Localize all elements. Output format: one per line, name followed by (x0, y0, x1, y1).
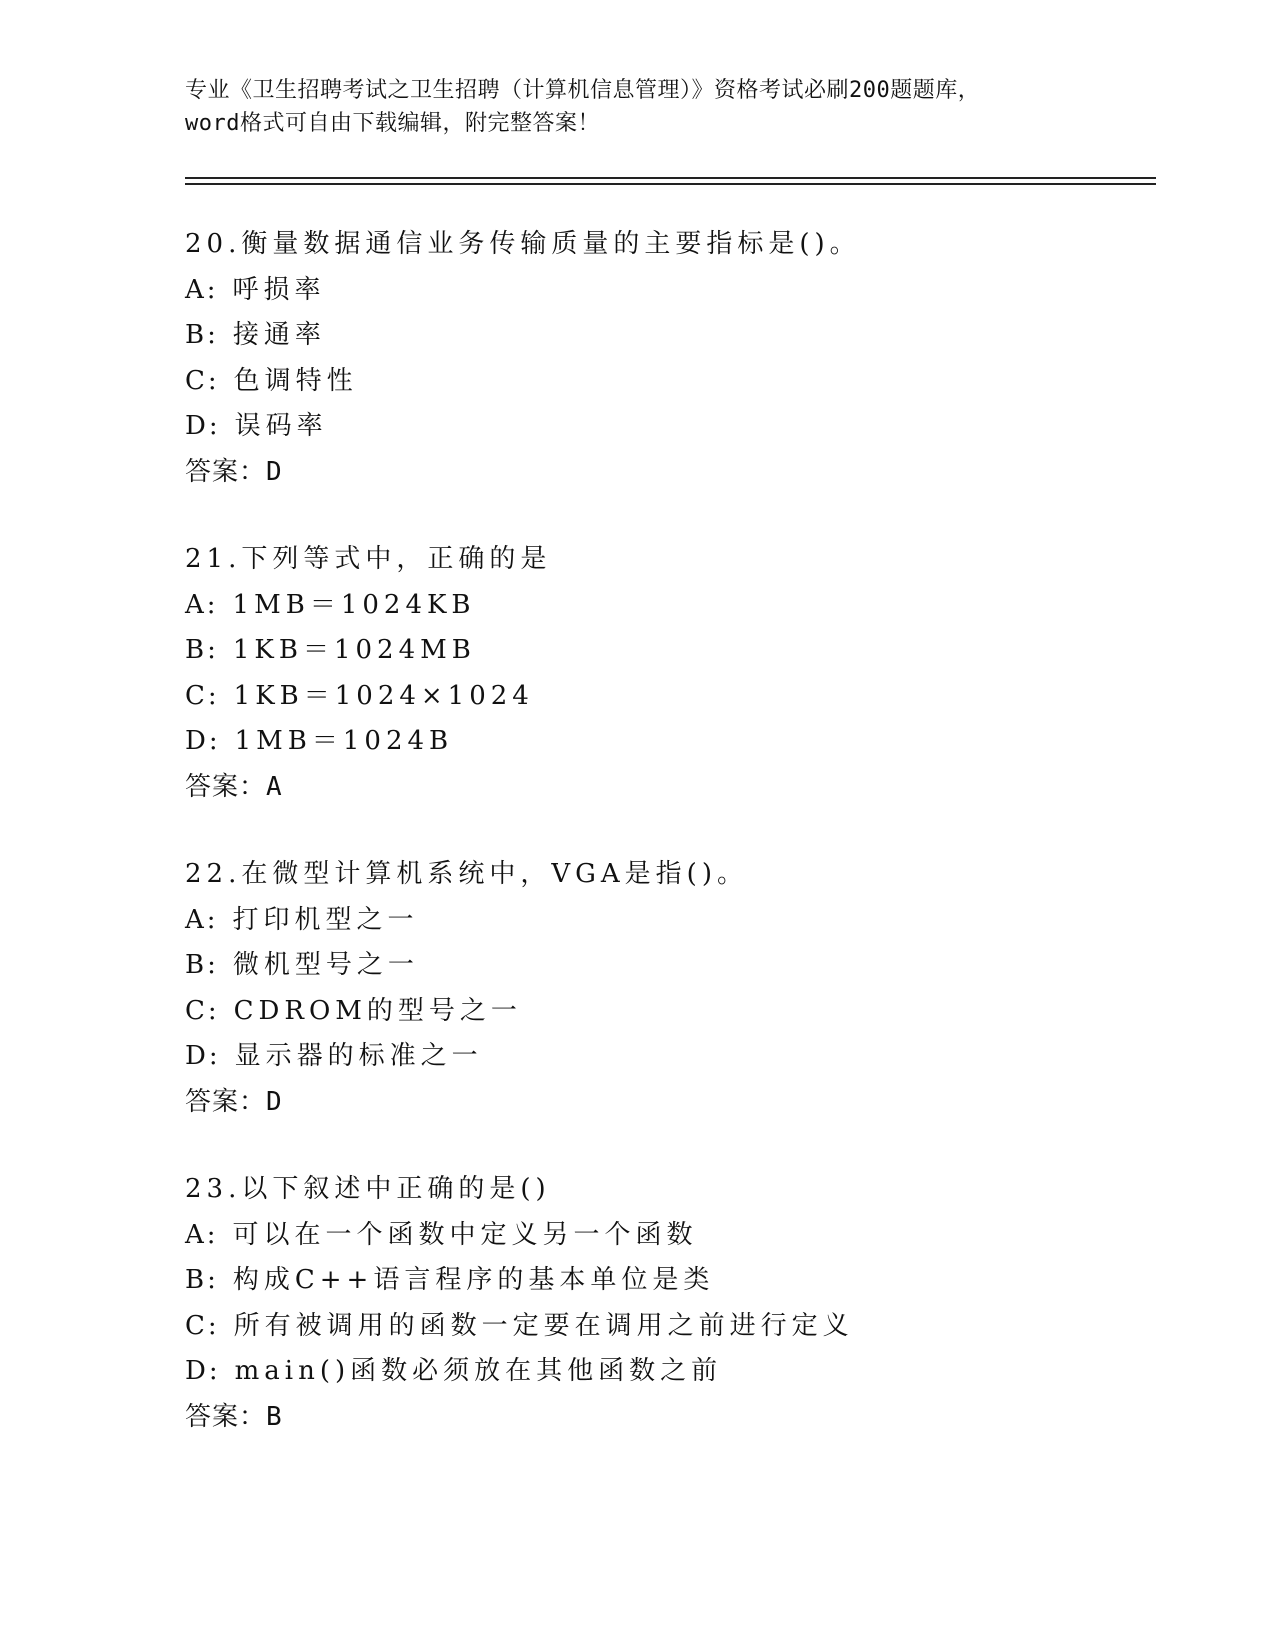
header-divider-top (185, 177, 1156, 179)
option-b (185, 1258, 1165, 1304)
question-block-22 (185, 852, 1165, 1125)
option-letter: A: (185, 274, 219, 305)
option-text: 1MB＝1024KB (232, 589, 476, 620)
header-divider-bottom (185, 183, 1156, 185)
option-letter: C: (185, 365, 220, 396)
option-letter: D: (185, 1356, 221, 1386)
option-d (185, 1349, 1165, 1395)
option-text: 误码率 (234, 411, 328, 441)
document-header (185, 74, 1085, 140)
option-d (185, 719, 1165, 765)
question-stem: 20.衡量数据通信业务传输质量的主要指标是()。 (185, 229, 861, 259)
option-b (185, 313, 1165, 359)
option-letter: A: (185, 1219, 219, 1250)
option-letter: B: (185, 635, 219, 665)
option-letter: B: (185, 320, 219, 350)
header-title-line-1: 专业《卫生招聘考试之卫生招聘（计算机信息管理）》资格考试必刷200题题库， (185, 78, 981, 103)
question-block-23 (185, 1167, 1165, 1440)
option-letter: C: (185, 1310, 220, 1341)
option-d (185, 1034, 1165, 1080)
option-c (185, 989, 1165, 1035)
option-text: 1KB＝1024MB (232, 635, 476, 665)
option-text: 1MB＝1024B (234, 726, 454, 756)
option-text: 色调特性 (233, 365, 358, 396)
option-c (185, 674, 1165, 720)
answer-label: 答案：D (185, 456, 283, 487)
question-stem: 22.在微型计算机系统中，VGA是指()。 (185, 859, 748, 889)
question-stem: 23.以下叙述中正确的是() (185, 1174, 551, 1204)
option-letter: B: (185, 950, 219, 980)
option-letter: C: (185, 680, 220, 711)
option-text: 打印机型之一 (232, 904, 419, 935)
option-a (185, 583, 1165, 629)
option-letter: A: (185, 904, 219, 935)
answer-label: 答案：D (185, 1086, 283, 1117)
option-text: 可以在一个函数中定义另一个函数 (232, 1219, 698, 1250)
option-c (185, 359, 1165, 405)
option-letter: D: (185, 1041, 221, 1071)
option-c (185, 1304, 1165, 1350)
option-a (185, 1213, 1165, 1259)
answer-label: 答案：A (185, 771, 283, 802)
option-b (185, 943, 1165, 989)
question-block-21 (185, 537, 1165, 810)
option-text: 所有被调用的函数一定要在调用之前进行定义 (233, 1310, 854, 1341)
option-letter: A: (185, 589, 219, 620)
option-text: 接通率 (232, 320, 326, 350)
option-d (185, 404, 1165, 450)
option-text: 呼损率 (232, 274, 326, 305)
question-block-20 (185, 222, 1165, 495)
header-title-line-2: word格式可自由下载编辑，附完整答案！ (185, 111, 600, 136)
option-text: 构成C++语言程序的基本单位是类 (232, 1265, 715, 1295)
option-letter: D: (185, 726, 221, 756)
option-text: 显示器的标准之一 (234, 1041, 483, 1071)
option-text: 微机型号之一 (232, 950, 419, 980)
answer-label: 答案：B (185, 1401, 283, 1432)
option-a (185, 898, 1165, 944)
option-text: main()函数必须放在其他函数之前 (234, 1356, 723, 1386)
option-letter: D: (185, 411, 221, 441)
option-text: 1KB＝1024×1024 (233, 680, 534, 711)
option-text: CDROM的型号之一 (233, 995, 522, 1026)
option-letter: B: (185, 1265, 219, 1295)
option-b (185, 628, 1165, 674)
question-stem: 21.下列等式中，正确的是 (185, 544, 552, 574)
option-a (185, 268, 1165, 314)
option-letter: C: (185, 995, 220, 1026)
